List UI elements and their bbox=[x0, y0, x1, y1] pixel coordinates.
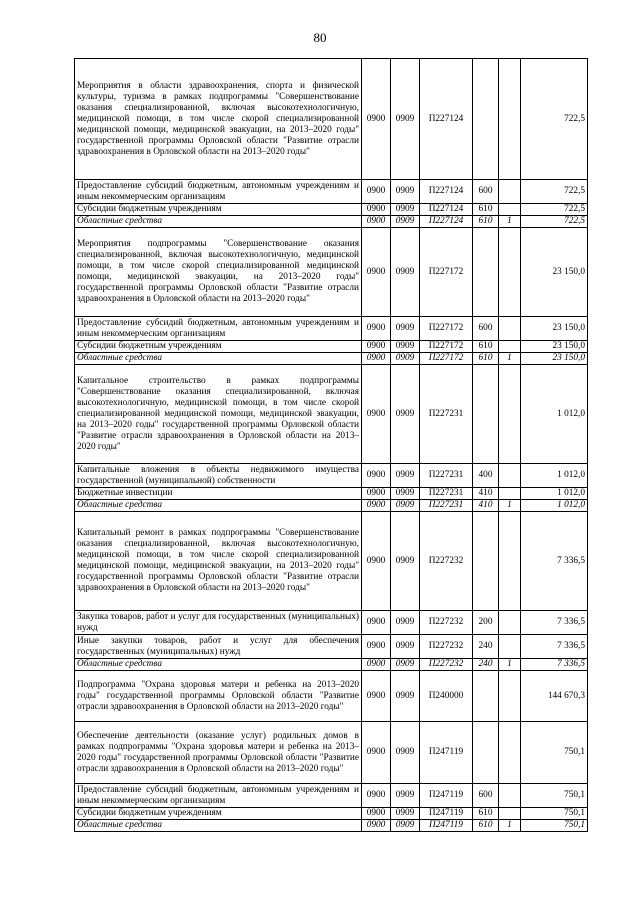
subsection-code: 0909 bbox=[391, 365, 420, 464]
amount: 1 012,0 bbox=[521, 365, 588, 464]
row-name: Субсидии бюджетным учреждениям bbox=[75, 204, 362, 216]
table-row bbox=[75, 671, 588, 722]
row-name: Иные закупки товаров, работ и услуг для обеспечения государственных (муниципальных) нужд bbox=[75, 635, 362, 659]
expense-type-code: 610 bbox=[473, 808, 499, 820]
row-name: Обеспечение деятельности (оказание услуг) родильных домов в рамках подпрограммы "Охрана здоровья матери и ребенка на 2013–2020 годы" государственной программы Орловской области "Развитие отрасли здравоохранения в Орловской области на 2013–2020 годы" bbox=[75, 722, 362, 784]
target-article-code: П227232 bbox=[420, 659, 473, 671]
funding-source-code bbox=[499, 228, 521, 317]
section-code: 0900 bbox=[362, 722, 391, 784]
funding-source-code bbox=[499, 317, 521, 341]
target-article-code: П240000 bbox=[420, 671, 473, 722]
target-article-code: П227124 bbox=[420, 59, 473, 180]
target-article-code: П227172 bbox=[420, 228, 473, 317]
funding-source-code: 1 bbox=[499, 820, 521, 832]
amount: 23 150,0 bbox=[521, 317, 588, 341]
subsection-code: 0909 bbox=[391, 317, 420, 341]
row-name: Предоставление субсидий бюджетным, автономным учреждениям и иным некоммерческим организациям bbox=[75, 180, 362, 204]
amount: 722,5 bbox=[521, 204, 588, 216]
table-row bbox=[75, 635, 588, 659]
funding-source-code bbox=[499, 635, 521, 659]
row-name: Субсидии бюджетным учреждениям bbox=[75, 341, 362, 353]
section-code: 0900 bbox=[362, 659, 391, 671]
section-code: 0900 bbox=[362, 341, 391, 353]
amount: 23 150,0 bbox=[521, 228, 588, 317]
subsection-code: 0909 bbox=[391, 216, 420, 228]
section-code: 0900 bbox=[362, 500, 391, 512]
section-code: 0900 bbox=[362, 671, 391, 722]
table-row bbox=[75, 180, 588, 204]
table-row bbox=[75, 512, 588, 611]
section-code: 0900 bbox=[362, 216, 391, 228]
subsection-code: 0909 bbox=[391, 820, 420, 832]
funding-source-code bbox=[499, 722, 521, 784]
subsection-code: 0909 bbox=[391, 671, 420, 722]
amount: 750,1 bbox=[521, 808, 588, 820]
expense-type-code: 600 bbox=[473, 784, 499, 808]
target-article-code: П227172 bbox=[420, 353, 473, 365]
row-name: Мероприятия подпрограммы "Совершенствование оказания специализированной, включая высокотехнологичную, медицинской помощи, в том числе скорой специализированной медицинской помощи, медицинской эвакуации, на 2013–2020 годы" государственной программы Орловской области "Развитие отрасли здравоохранения в Орловской области на 2013–2020 годы" bbox=[75, 228, 362, 317]
row-name: Субсидии бюджетным учреждениям bbox=[75, 808, 362, 820]
funding-source-code: 1 bbox=[499, 659, 521, 671]
amount: 750,1 bbox=[521, 784, 588, 808]
section-code: 0900 bbox=[362, 512, 391, 611]
row-name: Предоставление субсидий бюджетным, автономным учреждениям и иным некоммерческим организациям bbox=[75, 784, 362, 808]
table-row bbox=[75, 464, 588, 488]
funding-source-code bbox=[499, 204, 521, 216]
section-code: 0900 bbox=[362, 808, 391, 820]
funding-source-code bbox=[499, 784, 521, 808]
row-name: Капитальный ремонт в рамках подпрограммы "Совершенствование оказания специализированной, включая высокотехнологичную, медицинской помощи, в том числе скорой специализированной медицинской помощи, медицинской эвакуации, на 2013–2020 годы" государственной программы Орловской области "Развитие отрасли здравоохранения в Орловской области на 2013–2020 годы" bbox=[75, 512, 362, 611]
amount: 1 012,0 bbox=[521, 500, 588, 512]
table-row bbox=[75, 204, 588, 216]
expense-type-code: 240 bbox=[473, 659, 499, 671]
row-name: Областные средства bbox=[75, 216, 362, 228]
row-name: Мероприятия в области здравоохранения, спорта и физической культуры, туризма в рамках подпрограммы "Совершенствование оказания специализированной, включая высокотехнологичную, медицинской помощи, в том числе скорой специализированной медицинской помощи, медицинской эвакуации, на 2013–2020 годы" государственной программы Орловской области "Развитие отрасли здравоохранения в Орловской области на 2013–2020 годы" bbox=[75, 59, 362, 180]
funding-source-code bbox=[499, 808, 521, 820]
expense-type-code bbox=[473, 228, 499, 317]
amount: 7 336,5 bbox=[521, 659, 588, 671]
page-number: 80 bbox=[313, 30, 327, 45]
amount: 750,1 bbox=[521, 820, 588, 832]
funding-source-code: 1 bbox=[499, 353, 521, 365]
expense-type-code: 610 bbox=[473, 820, 499, 832]
subsection-code: 0909 bbox=[391, 353, 420, 365]
subsection-code: 0909 bbox=[391, 464, 420, 488]
expense-type-code bbox=[473, 365, 499, 464]
expense-type-code: 600 bbox=[473, 180, 499, 204]
subsection-code: 0909 bbox=[391, 59, 420, 180]
target-article-code: П247119 bbox=[420, 722, 473, 784]
table-row bbox=[75, 228, 588, 317]
table-row bbox=[75, 659, 588, 671]
expense-type-code: 610 bbox=[473, 341, 499, 353]
subsection-code: 0909 bbox=[391, 488, 420, 500]
subsection-code: 0909 bbox=[391, 500, 420, 512]
funding-source-code bbox=[499, 180, 521, 204]
subsection-code: 0909 bbox=[391, 204, 420, 216]
row-name: Закупка товаров, работ и услуг для государственных (муниципальных) нужд bbox=[75, 611, 362, 635]
funding-source-code bbox=[499, 611, 521, 635]
section-code: 0900 bbox=[362, 784, 391, 808]
table-row bbox=[75, 808, 588, 820]
table-row bbox=[75, 365, 588, 464]
subsection-code: 0909 bbox=[391, 180, 420, 204]
funding-source-code bbox=[499, 365, 521, 464]
target-article-code: П227172 bbox=[420, 317, 473, 341]
table-row bbox=[75, 784, 588, 808]
funding-source-code bbox=[499, 464, 521, 488]
subsection-code: 0909 bbox=[391, 228, 420, 317]
section-code: 0900 bbox=[362, 611, 391, 635]
row-name: Капитальное строительство в рамках подпрограммы "Совершенствование оказания специализированной, включая высокотехнологичную, медицинской помощи, в том числе скорой специализированной медицинской помощи, медицинской эвакуации, на 2013–2020 годы" государственной программы Орловской области "Развитие отрасли здравоохранения в Орловской области на 2013–2020 годы" bbox=[75, 365, 362, 464]
expense-type-code: 400 bbox=[473, 464, 499, 488]
subsection-code: 0909 bbox=[391, 659, 420, 671]
funding-source-code bbox=[499, 341, 521, 353]
subsection-code: 0909 bbox=[391, 808, 420, 820]
target-article-code: П247119 bbox=[420, 784, 473, 808]
row-name: Предоставление субсидий бюджетным, автономным учреждениям и иным некоммерческим организациям bbox=[75, 317, 362, 341]
target-article-code: П227231 bbox=[420, 365, 473, 464]
row-name: Капитальные вложения в объекты недвижимого имущества государственной (муниципальной) собственности bbox=[75, 464, 362, 488]
amount: 7 336,5 bbox=[521, 635, 588, 659]
row-name: Областные средства bbox=[75, 353, 362, 365]
table-row bbox=[75, 353, 588, 365]
subsection-code: 0909 bbox=[391, 635, 420, 659]
section-code: 0900 bbox=[362, 635, 391, 659]
section-code: 0900 bbox=[362, 228, 391, 317]
target-article-code: П227232 bbox=[420, 512, 473, 611]
expense-type-code: 610 bbox=[473, 353, 499, 365]
amount: 722,5 bbox=[521, 180, 588, 204]
section-code: 0900 bbox=[362, 353, 391, 365]
target-article-code: П227231 bbox=[420, 500, 473, 512]
amount: 7 336,5 bbox=[521, 512, 588, 611]
target-article-code: П227231 bbox=[420, 464, 473, 488]
expense-type-code: 410 bbox=[473, 500, 499, 512]
budget-table bbox=[74, 58, 588, 832]
amount: 722,5 bbox=[521, 216, 588, 228]
expense-type-code: 200 bbox=[473, 611, 499, 635]
amount: 23 150,0 bbox=[521, 341, 588, 353]
expense-type-code: 410 bbox=[473, 488, 499, 500]
subsection-code: 0909 bbox=[391, 611, 420, 635]
table-row bbox=[75, 216, 588, 228]
expense-type-code bbox=[473, 722, 499, 784]
row-name: Областные средства bbox=[75, 500, 362, 512]
amount: 750,1 bbox=[521, 722, 588, 784]
target-article-code: П227124 bbox=[420, 216, 473, 228]
funding-source-code bbox=[499, 512, 521, 611]
funding-source-code bbox=[499, 671, 521, 722]
amount: 7 336,5 bbox=[521, 611, 588, 635]
amount: 1 012,0 bbox=[521, 464, 588, 488]
table-row bbox=[75, 341, 588, 353]
funding-source-code: 1 bbox=[499, 500, 521, 512]
subsection-code: 0909 bbox=[391, 784, 420, 808]
funding-source-code: 1 bbox=[499, 216, 521, 228]
target-article-code: П227124 bbox=[420, 204, 473, 216]
expense-type-code: 600 bbox=[473, 317, 499, 341]
expense-type-code bbox=[473, 512, 499, 611]
row-name: Бюджетные инвестиции bbox=[75, 488, 362, 500]
expense-type-code: 240 bbox=[473, 635, 499, 659]
table-row bbox=[75, 611, 588, 635]
section-code: 0900 bbox=[362, 204, 391, 216]
target-article-code: П247119 bbox=[420, 820, 473, 832]
section-code: 0900 bbox=[362, 180, 391, 204]
target-article-code: П227172 bbox=[420, 341, 473, 353]
subsection-code: 0909 bbox=[391, 341, 420, 353]
subsection-code: 0909 bbox=[391, 512, 420, 611]
expense-type-code bbox=[473, 671, 499, 722]
table-row bbox=[75, 317, 588, 341]
row-name: Областные средства bbox=[75, 820, 362, 832]
table-row bbox=[75, 722, 588, 784]
section-code: 0900 bbox=[362, 365, 391, 464]
amount: 722,5 bbox=[521, 59, 588, 180]
target-article-code: П227232 bbox=[420, 635, 473, 659]
funding-source-code bbox=[499, 488, 521, 500]
target-article-code: П227231 bbox=[420, 488, 473, 500]
section-code: 0900 bbox=[362, 820, 391, 832]
funding-source-code bbox=[499, 59, 521, 180]
section-code: 0900 bbox=[362, 317, 391, 341]
target-article-code: П247119 bbox=[420, 808, 473, 820]
table-row bbox=[75, 820, 588, 832]
expense-type-code bbox=[473, 59, 499, 180]
table-row bbox=[75, 500, 588, 512]
table-row bbox=[75, 488, 588, 500]
table-row bbox=[75, 59, 588, 180]
section-code: 0900 bbox=[362, 488, 391, 500]
amount: 144 670,3 bbox=[521, 671, 588, 722]
budget-table-body bbox=[75, 59, 588, 832]
target-article-code: П227232 bbox=[420, 611, 473, 635]
section-code: 0900 bbox=[362, 59, 391, 180]
amount: 23 150,0 bbox=[521, 353, 588, 365]
expense-type-code: 610 bbox=[473, 216, 499, 228]
subsection-code: 0909 bbox=[391, 722, 420, 784]
row-name: Подпрограмма "Охрана здоровья матери и ребенка на 2013–2020 годы" государственной программы Орловской области "Развитие отрасли здравоохранения в Орловской области на 2013–2020 годы" bbox=[75, 671, 362, 722]
target-article-code: П227124 bbox=[420, 180, 473, 204]
section-code: 0900 bbox=[362, 464, 391, 488]
row-name: Областные средства bbox=[75, 659, 362, 671]
amount: 1 012,0 bbox=[521, 488, 588, 500]
expense-type-code: 610 bbox=[473, 204, 499, 216]
